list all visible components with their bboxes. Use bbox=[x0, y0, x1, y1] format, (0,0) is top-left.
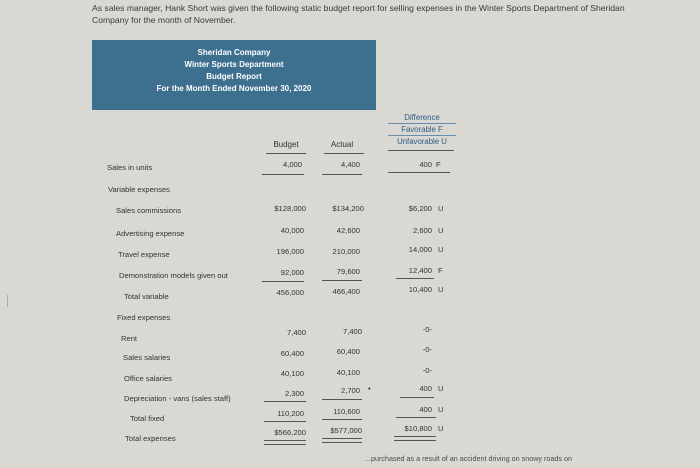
sales-commissions-flag: U bbox=[438, 204, 444, 213]
sales-salaries-actual: 60,400 bbox=[336, 347, 360, 356]
department-name: Winter Sports Department bbox=[184, 60, 284, 69]
total-expenses-diff-double-rule bbox=[394, 436, 436, 441]
variable-diff-rule bbox=[396, 278, 434, 279]
sales-units-diff: 400 bbox=[419, 160, 432, 169]
total-fixed-budget: 110,200 bbox=[277, 409, 304, 418]
difference-header-rule bbox=[388, 150, 454, 151]
total-expenses-actual: $577,000 bbox=[330, 426, 362, 435]
demo-models-budget: 92,000 bbox=[280, 268, 304, 277]
depreciation-diff: 400 bbox=[419, 384, 432, 393]
advertising-budget: 40,000 bbox=[280, 226, 304, 235]
sales-units-actual: 4,400 bbox=[340, 160, 360, 169]
row-label-depreciation: Depreciation - vans (sales staff) bbox=[124, 394, 231, 403]
total-fixed-actual: 110,600 bbox=[333, 407, 360, 416]
budget-column-header: Budget bbox=[273, 140, 299, 149]
total-expenses-budget-double-rule bbox=[264, 440, 306, 445]
office-salaries-actual: 40,100 bbox=[336, 368, 360, 377]
total-variable-budget: 456,000 bbox=[276, 288, 304, 297]
sales-units-actual-rule bbox=[322, 174, 362, 175]
difference-column-header bbox=[388, 112, 456, 147]
actual-header-rule bbox=[324, 153, 364, 154]
total-fixed-diff: 400 bbox=[419, 405, 432, 414]
variable-actual-rule bbox=[322, 280, 362, 281]
company-name: Sheridan Company bbox=[197, 48, 271, 57]
row-label-total-expenses: Total expenses bbox=[125, 434, 176, 443]
variable-budget-rule bbox=[262, 281, 304, 282]
sales-units-flag: F bbox=[436, 160, 441, 169]
row-label-advertising: Advertising expense bbox=[116, 229, 185, 238]
row-label-demo-models: Demonstration models given out bbox=[119, 271, 228, 280]
row-label-sales-salaries: Sales salaries bbox=[123, 353, 171, 362]
rent-diff: -0- bbox=[422, 325, 432, 334]
demo-models-actual: 79,600 bbox=[336, 267, 360, 276]
rent-budget: 7,400 bbox=[286, 328, 306, 337]
fixed-expenses-heading: Fixed expenses bbox=[117, 313, 171, 322]
problem-intro: As sales manager, Hank Short was given the following static budget report for selling expenses in the Winter Sports Department of Sheridan Company for the month of November. bbox=[92, 3, 625, 25]
sales-commissions-budget: $128,000 bbox=[274, 204, 306, 213]
total-fixed-actual-rule bbox=[322, 419, 362, 420]
total-variable-flag: U bbox=[438, 285, 444, 294]
travel-diff: 14,000 bbox=[408, 245, 432, 254]
depreciation-flag: U bbox=[438, 384, 444, 393]
variable-expenses-heading: Variable expenses bbox=[108, 185, 170, 194]
row-label-rent: Rent bbox=[121, 334, 138, 343]
row-label-sales-commissions: Sales commissions bbox=[116, 206, 181, 215]
sales-commissions-actual: $134,200 bbox=[332, 204, 364, 213]
difference-label: Difference bbox=[388, 112, 456, 124]
demo-models-flag: F bbox=[438, 266, 443, 275]
row-label-total-variable: Total variable bbox=[124, 292, 169, 301]
budget-header-rule bbox=[266, 153, 306, 154]
report-header bbox=[92, 40, 376, 110]
favorable-label: Favorable F bbox=[388, 124, 456, 136]
total-fixed-flag: U bbox=[438, 405, 444, 414]
advertising-actual: 42,600 bbox=[336, 226, 360, 235]
total-variable-diff: 10,400 bbox=[408, 285, 432, 294]
fixed-diff-rule bbox=[400, 397, 434, 398]
fixed-actual-rule bbox=[322, 399, 362, 400]
depreciation-mark: • bbox=[368, 384, 371, 393]
sales-commissions-diff: $6,200 bbox=[408, 204, 432, 213]
fixed-budget-rule bbox=[264, 401, 306, 402]
unfavorable-label: Unfavorable U bbox=[397, 137, 447, 146]
margin-mark bbox=[7, 295, 8, 307]
sales-units-budget: 4,000 bbox=[282, 160, 302, 169]
row-label-sales-units: Sales in units bbox=[107, 163, 153, 172]
row-label-total-fixed: Total fixed bbox=[130, 414, 165, 423]
travel-actual: 210,000 bbox=[332, 247, 360, 256]
total-variable-actual: 466,400 bbox=[332, 287, 360, 296]
advertising-diff: 2,600 bbox=[412, 226, 432, 235]
row-label-travel: Travel expense bbox=[118, 250, 170, 259]
total-fixed-diff-rule bbox=[396, 417, 436, 418]
office-salaries-budget: 40,100 bbox=[280, 369, 304, 378]
total-expenses-actual-double-rule bbox=[322, 438, 362, 443]
travel-budget: 196,000 bbox=[276, 247, 304, 256]
report-period: For the Month Ended November 30, 2020 bbox=[156, 84, 312, 93]
total-fixed-budget-rule bbox=[264, 421, 306, 422]
row-label-office-salaries: Office salaries bbox=[124, 374, 172, 383]
depreciation-budget: 2,300 bbox=[284, 389, 304, 398]
footer-partial-text: ...purchased as a result of an accident driving on snowy roads on bbox=[365, 454, 572, 463]
total-expenses-budget: $566,200 bbox=[274, 428, 306, 437]
total-expenses-diff: $10,800 bbox=[404, 424, 432, 433]
sales-units-budget-rule bbox=[262, 174, 304, 175]
rent-actual: 7,400 bbox=[342, 327, 362, 336]
total-expenses-flag: U bbox=[438, 424, 444, 433]
report-title: Budget Report bbox=[206, 72, 262, 81]
depreciation-actual: 2,700 bbox=[340, 386, 360, 395]
demo-models-diff: 12,400 bbox=[408, 266, 432, 275]
office-salaries-diff: -0- bbox=[422, 366, 432, 375]
travel-flag: U bbox=[438, 245, 444, 254]
actual-column-header: Actual bbox=[330, 140, 354, 149]
sales-units-diff-rule bbox=[388, 172, 450, 173]
sales-salaries-diff: -0- bbox=[422, 345, 432, 354]
advertising-flag: U bbox=[438, 226, 444, 235]
sales-salaries-budget: 60,400 bbox=[280, 349, 304, 358]
